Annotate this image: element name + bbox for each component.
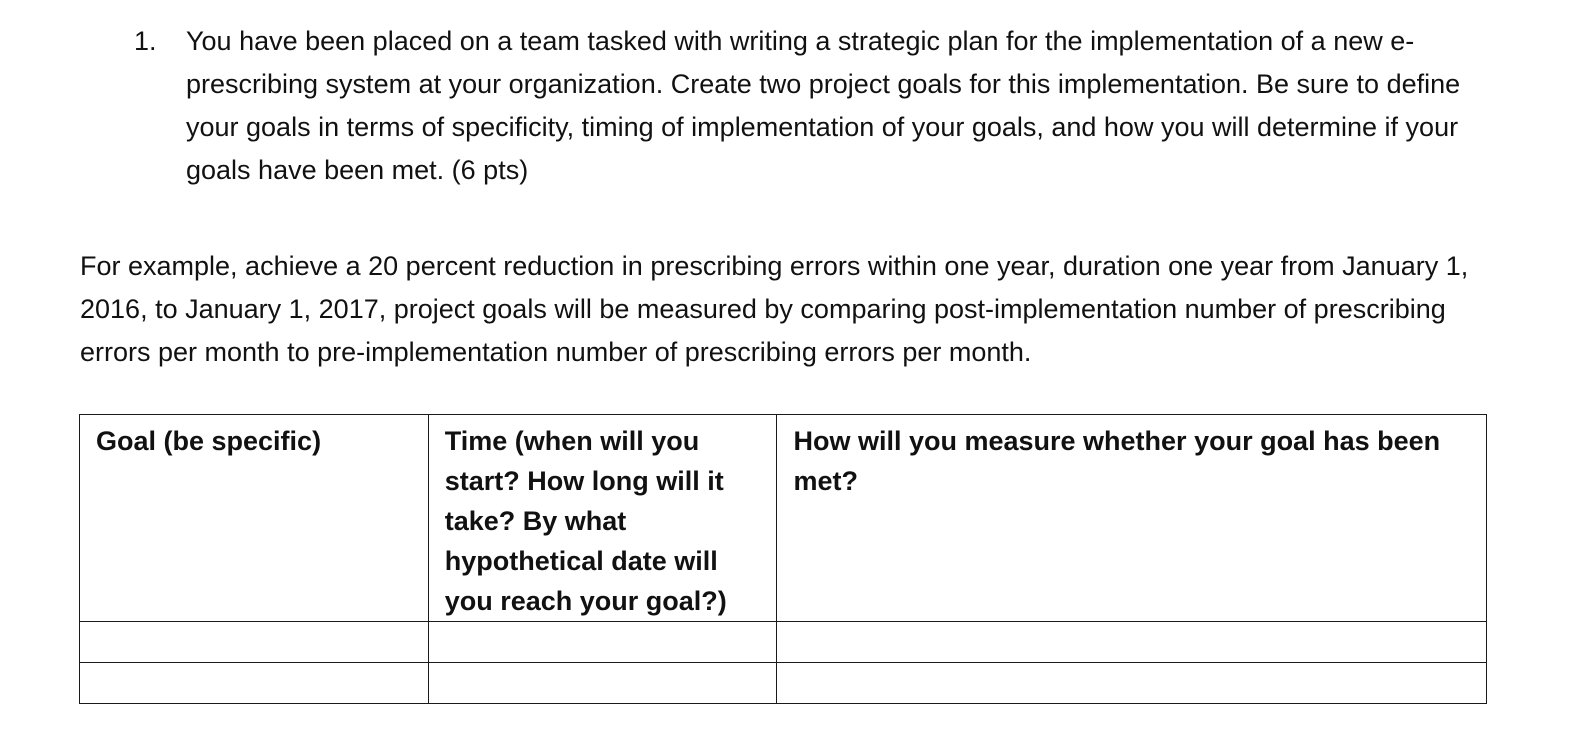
table-cell-measure <box>777 663 1487 704</box>
table-cell-measure <box>777 622 1487 663</box>
table-cell-goal <box>80 622 429 663</box>
goals-table <box>79 414 1487 704</box>
table-cell-time <box>428 622 777 663</box>
table-cell-time <box>428 663 777 704</box>
table-row <box>80 663 1487 704</box>
table-cell-goal <box>80 663 429 704</box>
table-row <box>80 622 1487 663</box>
example-paragraph: For example, achieve a 20 percent reduction in prescribing errors within one year, duration one year from January 1, 2016, to January 1, 2017, project goals will be measured by comparing post-implementation number of prescribing errors per month to pre-implementation number of prescribing errors per month. <box>80 251 1469 367</box>
question-block <box>134 20 1494 192</box>
header-time: Time (when will you start? How long will it take? By what hypothetical date will you reach your goal?) <box>428 415 777 622</box>
question-number: 1. <box>134 26 157 56</box>
table-header-row <box>80 415 1487 622</box>
question-text: You have been placed on a team tasked with writing a strategic plan for the implementation of a new e-prescribing system at your organization. Create two project goals for this implementation. Be sure to define your goals in terms of specificity, timing of implementation of your goals, and how you will determine if your goals have been met. (6 pts) <box>186 26 1461 185</box>
header-measure: How will you measure whether your goal has been met? <box>777 415 1487 622</box>
header-goal: Goal (be specific) <box>80 415 429 622</box>
